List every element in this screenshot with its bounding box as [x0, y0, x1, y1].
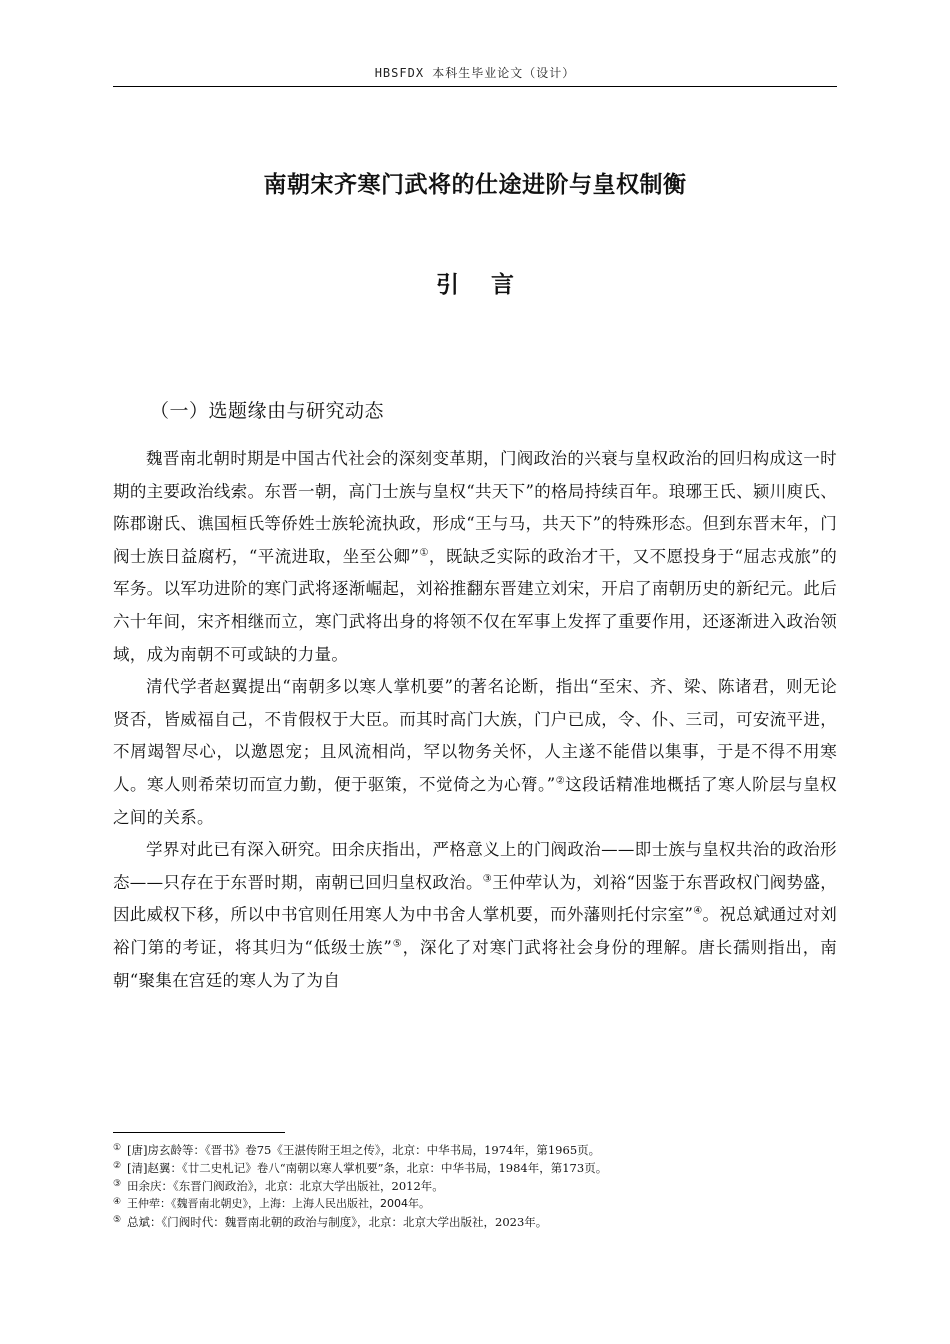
body-text: [113, 443, 837, 997]
footnote-mark: ⑤: [113, 1215, 122, 1225]
footnote-mark: ③: [113, 1179, 122, 1189]
section-title: 引 言: [435, 272, 526, 298]
body-paragraph: [113, 443, 837, 671]
footnote-item: [113, 1177, 837, 1195]
paragraph-text: 王仲荦认为，刘裕“因鉴于东晋政权门阀势盛，因此威权下移，所以中书官则任用寒人为中书舍人掌机要，而外藩则托付宗室”: [113, 872, 837, 925]
footnote-item: [113, 1159, 837, 1177]
paragraph-text: 这段话精准地概括了寒人阶层与皇权之间的关系。: [113, 774, 837, 827]
footnote-reference[interactable]: ③: [482, 873, 493, 885]
footnote-text: [唐]房玄龄等：《晋书》卷75《王湛传附王坦之传》，北京：中华书局，1974年，第1965页。: [127, 1143, 601, 1157]
footnote-item: [113, 1141, 837, 1159]
footnote-text: 总斌：《门阀时代：魏晋南北朝的政治与制度》，北京：北京大学出版社，2023年。: [127, 1215, 548, 1229]
footnote-mark: ④: [113, 1197, 122, 1207]
footnote-item: [113, 1213, 837, 1231]
header-rule: [113, 86, 837, 87]
footnote-reference[interactable]: ⑤: [392, 938, 403, 950]
footnote-item: [113, 1195, 837, 1213]
paragraph-text: 学界对此已有深入研究。田余庆指出，严格意义上的门阀政治——即士族与皇权共治的政治形态——只存在于东晋时期，南朝已回归皇权政治。: [113, 840, 837, 892]
subsection-title: （一）选题缘由与研究动态: [150, 400, 385, 422]
footnote-separator: [113, 1132, 285, 1133]
footnote-reference[interactable]: ④: [693, 905, 703, 917]
paragraph-text: 。祝总斌通过对刘裕门第的考证，将其归为“低级士族”: [113, 905, 838, 957]
running-header: HBSFDX 本科生毕业论文（设计）: [374, 66, 576, 80]
footnote-text: [清]赵翼：《廿二史札记》卷八“南朝以寒人掌机要”条，北京：中华书局，1984年，第173页。: [127, 1161, 608, 1175]
body-paragraph: [113, 834, 837, 997]
footnote-text: 王仲荦：《魏晋南北朝史》，上海：上海人民出版社，2004年。: [127, 1197, 430, 1210]
footnote-reference[interactable]: ②: [555, 775, 566, 787]
footnote-mark: ①: [113, 1143, 122, 1153]
paragraph-text: 魏晋南北朝时期是中国古代社会的深刻变革期，门阀政治的兴衰与皇权政治的回归构成这一时期的主要政治线索。东晋一朝，高门士族与皇权“共天下”的格局持续百年。琅琊王氏、颍川庾氏、陈郡谢氏、谯国桓氏等侨姓士族轮流执政，形成“王与马，共天下”的特殊形态。但到东晋末年，门阀士族日益腐朽，“平流进取，坐至公卿”: [113, 449, 837, 566]
footnote-mark: ②: [113, 1161, 122, 1171]
paragraph-text: ，深化了对寒门武将社会身份的理解。唐长孺则指出，南朝“聚集在宫廷的寒人为了为自: [113, 937, 837, 990]
footnote-reference[interactable]: ①: [419, 547, 429, 559]
body-paragraph: [113, 671, 837, 834]
footnote-text: 田余庆：《东晋门阀政治》，北京：北京大学出版社，2012年。: [127, 1179, 444, 1193]
document-title: 南朝宋齐寒门武将的仕途进阶与皇权制衡: [263, 172, 687, 198]
footnotes: [113, 1141, 837, 1231]
paragraph-text: 清代学者赵翼提出“南朝多以寒人掌机要”的著名论断，指出“至宋、齐、梁、陈诸君，则无论贤否，皆威福自己，不肯假权于大臣。而其时高门大族，门户已成，令、仆、三司，可安流平进，不屑竭智尽心，以邀恩宠；且风流相尚，罕以物务关怀，人主遂不能借以集事，于是不得不用寒人。寒人则希荣切而宣力勤，便于驱策，不觉倚之为心膂。”: [113, 677, 837, 794]
paragraph-text: ，既缺乏实际的政治才干，又不愿投身于“屈志戎旅”的军务。以军功进阶的寒门武将逐渐崛起，刘裕推翻东晋建立刘宋，开启了南朝历史的新纪元。此后六十年间，宋齐相继而立，寒门武将出身的将领不仅在军事上发挥了重要作用，还逐渐进入政治领域，成为南朝不可或缺的力量。: [113, 546, 838, 664]
